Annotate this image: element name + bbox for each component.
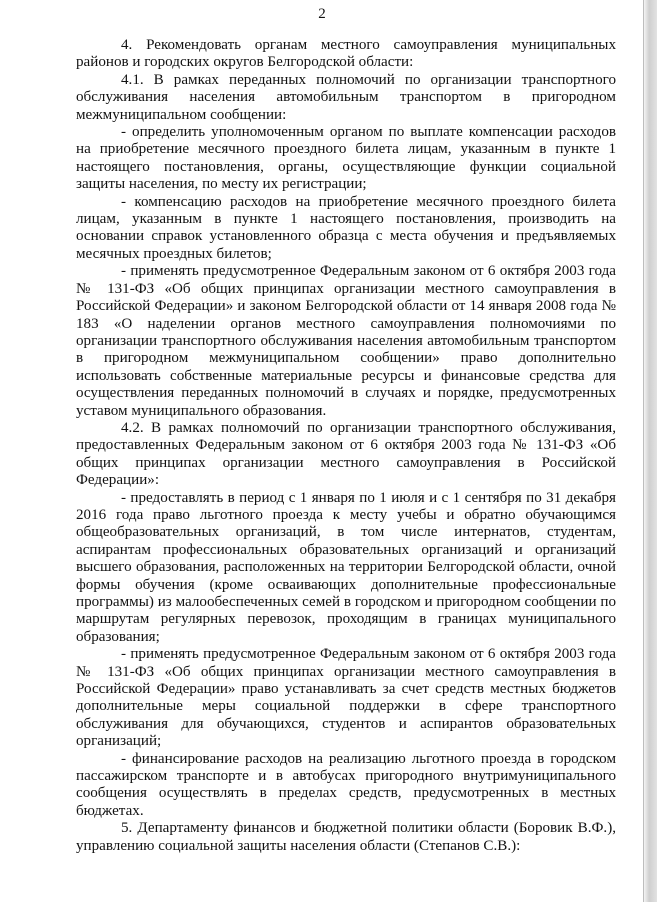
paragraph-4-2-item-2: - применять предусмотренное Федеральным законом от 6 октября 2003 года № 131-ФЗ «Об общих принципах организации местного самоуправления в Российской Федерации» право устанавливать за счет средств местных бюджетов дополнительные меры социальной поддержки в сфере транспортного обслуживания для обучающихся, студентов и аспирантов образовательных организаций;: [76, 646, 616, 750]
paragraph-4: 4. Рекомендовать органам местного самоуправления муниципальных районов и городских округов Белгородской области:: [76, 37, 616, 71]
paragraph-4-2-item-1: - предоставлять в период с 1 января по 1 июля и с 1 сентября по 31 декабря 2016 года право льготного проезда к месту учебы и обратно обучающимся общеобразовательных организаций, в том числе интернатов, студентам, аспирантам профессиональных образовательных организаций и организаций высшего образования, расположенных на территории Белгородской области, очной формы обучения (кроме осваивающих дополнительные профессиональные программы) из малообеспеченных семей в городском и пригородном сообщении по маршрутам регулярных перевозок, проходящим в границах муниципального образования;: [76, 489, 616, 645]
paragraph-5: 5. Департаменту финансов и бюджетной политики области (Боровик В.Ф.), управлению социальной защиты населения области (Степанов С.В.):: [76, 820, 616, 854]
scrollbar-edge: [643, 0, 657, 902]
paragraph-4-2: 4.2. В рамках полномочий по организации транспортного обслуживания, предоставленных Федеральным законом от 6 октября 2003 года № 131-ФЗ «Об общих принципах организации местного самоуправления в Российской Федерации»:: [76, 419, 616, 489]
paragraph-4-1-item-2: - компенсацию расходов на приобретение месячного проездного билета лицам, указанным в пункте 1 настоящего постановления, производить на основании справок установленного образца с места обучения и предъявляемых месячных проездных билетов;: [76, 193, 616, 262]
page-number: 2: [318, 6, 326, 22]
paragraph-4-2-item-3: - финансирование расходов на реализацию льготного проезда в городском пассажирском транспорте и в автобусах пригородного внутримуниципального сообщения осуществлять в пределах средств, предусмотренных в местных бюджетах.: [76, 750, 616, 819]
document-body: [76, 37, 616, 855]
paragraph-4-1-item-3: - применять предусмотренное Федеральным законом от 6 октября 2003 года № 131-ФЗ «Об общих принципах организации местного самоуправления в Российской Федерации» и законом Белгородской области от 14 января 2008 года № 183 «О наделении органов местного самоуправления полномочиями по организации транспортного обслуживания населения автомобильным транспортом в пригородном межмуниципальном сообщении» право дополнительно использовать собственные материальные ресурсы и финансовые средства для осуществления переданных полномочий в случаях и порядке, предусмотренных уставом муниципального образования.: [76, 263, 616, 419]
paragraph-4-1-item-1: - определить уполномоченным органом по выплате компенсации расходов на приобретение месячного проездного билета лицам, указанным в пункте 1 настоящего постановления, органы, осуществляющие функции социальной защиты населения, по месту их регистрации;: [76, 124, 616, 193]
paragraph-4-1: 4.1. В рамках переданных полномочий по организации транспортного обслуживания населения автомобильным транспортом в пригородном межмуниципальном сообщении:: [76, 71, 616, 123]
